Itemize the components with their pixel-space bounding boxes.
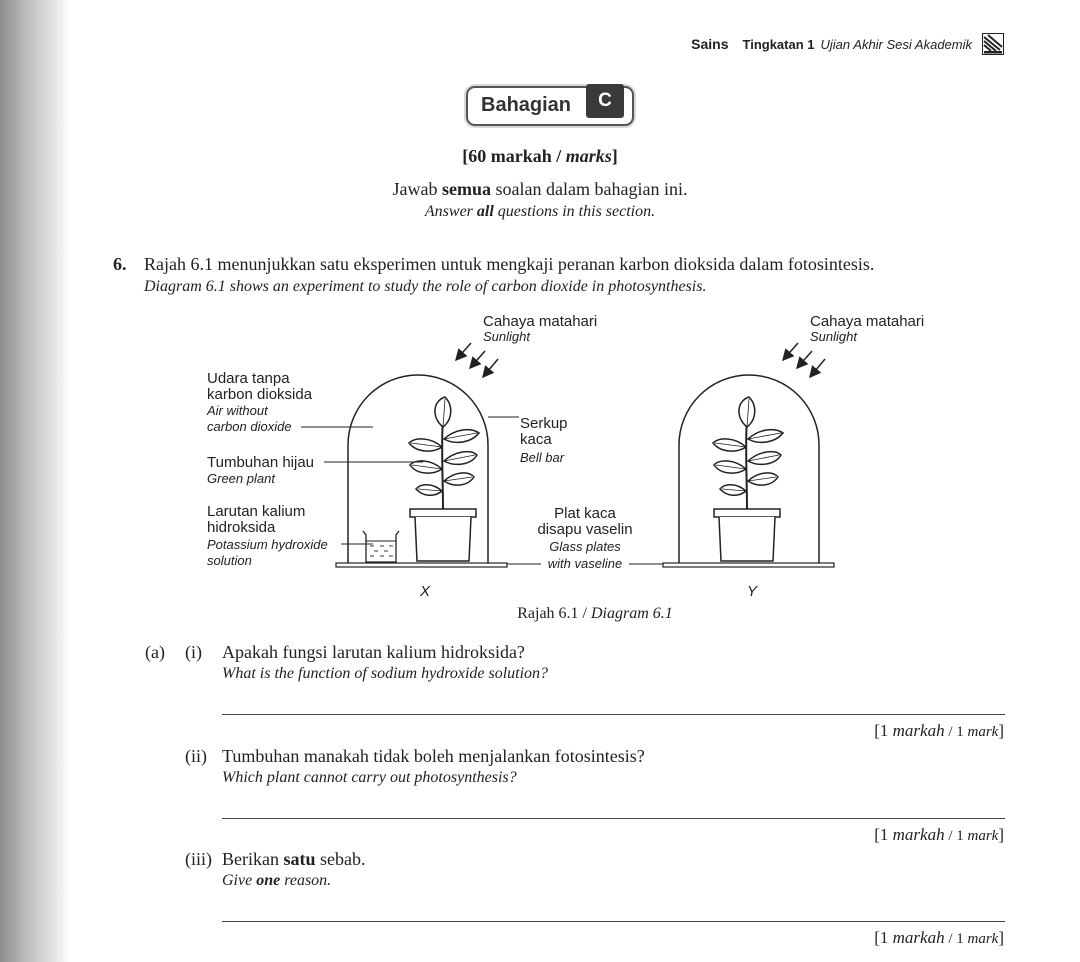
header-subject: Sains: [691, 36, 729, 52]
koh-label-ms-1: Larutan kalium: [207, 503, 306, 520]
mark-allocation-i: [1 markah / 1 mark]: [874, 721, 1004, 740]
air-label-en-2: carbon dioxide: [207, 419, 292, 434]
header-exam: Ujian Akhir Sesi Akademik: [820, 36, 972, 52]
sunlight-arrows-x: [456, 343, 498, 377]
label-x: X: [419, 583, 431, 600]
sunlight-label-en-y: Sunlight: [810, 329, 857, 344]
diagram-6-1: [195, 305, 955, 605]
air-label-ms-2: karbon dioksida: [207, 386, 313, 403]
question-6-text-ms: 6. Rajah 6.1 menunjukkan satu eksperimen untuk mengkaji peranan karbon dioksida dalam fotosintesis.: [113, 254, 875, 274]
bell-label-ms-1: Serkup: [520, 415, 568, 432]
sunlight-label-ms-x: Cahaya matahari: [483, 313, 598, 330]
sunlight-label-en-x: Sunlight: [483, 329, 530, 344]
book-logo-icon: [982, 33, 1004, 55]
part-iii-question-en: Give one reason.: [222, 872, 332, 889]
part-ii-label: (ii): [185, 746, 207, 766]
part-i-label: (i): [185, 642, 202, 662]
question-6-text-en: Diagram 6.1 shows an experiment to study the role of carbon dioxide in photosynthesis.: [144, 278, 707, 295]
setup-x: [336, 375, 507, 567]
header-form: Tingkatan 1: [742, 36, 815, 52]
koh-beaker: [363, 531, 399, 562]
section-letter: C: [586, 84, 624, 118]
plant-label-ms: Tumbuhan hijau: [207, 454, 315, 471]
bell-label-ms-2: kaca: [520, 431, 552, 448]
plate-label-ms-2: disapu vaselin: [537, 521, 633, 538]
mark-allocation-iii: [1 markah / 1 mark]: [874, 928, 1004, 947]
setup-y: [663, 375, 834, 567]
page-edge-shadow: [0, 0, 70, 962]
answer-line-ii[interactable]: [222, 818, 1005, 819]
glass-plate-x: [336, 563, 507, 567]
sunlight-arrows-y: [783, 343, 825, 377]
plate-label-en-1: Glass plates: [549, 539, 621, 554]
question-number: 6.: [113, 254, 127, 274]
plate-label-en-2: with vaseline: [547, 556, 623, 571]
plant-pot-y: [714, 509, 780, 561]
glass-plate-y: [663, 563, 834, 567]
plant-pot-x: [410, 509, 476, 561]
koh-label-ms-2: hidroksida: [207, 519, 276, 536]
page-header: [691, 34, 1004, 54]
plate-label-ms-1: Plat kaca: [554, 505, 616, 522]
answer-line-i[interactable]: [222, 714, 1005, 715]
instruction-ms: Jawab semua soalan dalam bahagian ini.: [392, 179, 688, 199]
part-a-label: (a): [145, 642, 165, 662]
section-title-box: [466, 86, 634, 126]
mark-allocation-ii: [1 markah / 1 mark]: [874, 825, 1004, 844]
air-label-en-1: Air without: [207, 403, 268, 418]
part-i-question-en: What is the function of sodium hydroxide solution?: [222, 665, 549, 682]
koh-label-en-1: Potassium hydroxide: [207, 537, 328, 552]
plant-label-en: Green plant: [207, 471, 275, 486]
green-plant-y: [713, 397, 783, 509]
section-label: Bahagian: [481, 94, 572, 116]
part-iii-label: (iii): [185, 849, 212, 869]
green-plant-x: [409, 397, 479, 509]
air-label-ms-1: Udara tanpa: [207, 370, 290, 387]
koh-label-en-2: solution: [207, 553, 252, 568]
part-ii-question-en: Which plant cannot carry out photosynthesis?: [222, 769, 517, 786]
part-ii-question-ms: Tumbuhan manakah tidak boleh menjalankan fotosintesis?: [222, 746, 645, 766]
part-i-question-ms: Apakah fungsi larutan kalium hidroksida?: [222, 642, 525, 662]
part-iii-question-ms: Berikan satu sebab.: [222, 849, 366, 869]
instruction-en: Answer all questions in this section.: [424, 203, 656, 220]
section-marks: [60 markah / marks]: [462, 146, 618, 166]
sunlight-label-ms-y: Cahaya matahari: [810, 313, 925, 330]
diagram-caption: Rajah 6.1 / Diagram 6.1: [517, 605, 673, 622]
label-y: Y: [746, 583, 758, 600]
answer-line-iii[interactable]: [222, 921, 1005, 922]
bell-label-en: Bell bar: [520, 450, 565, 465]
